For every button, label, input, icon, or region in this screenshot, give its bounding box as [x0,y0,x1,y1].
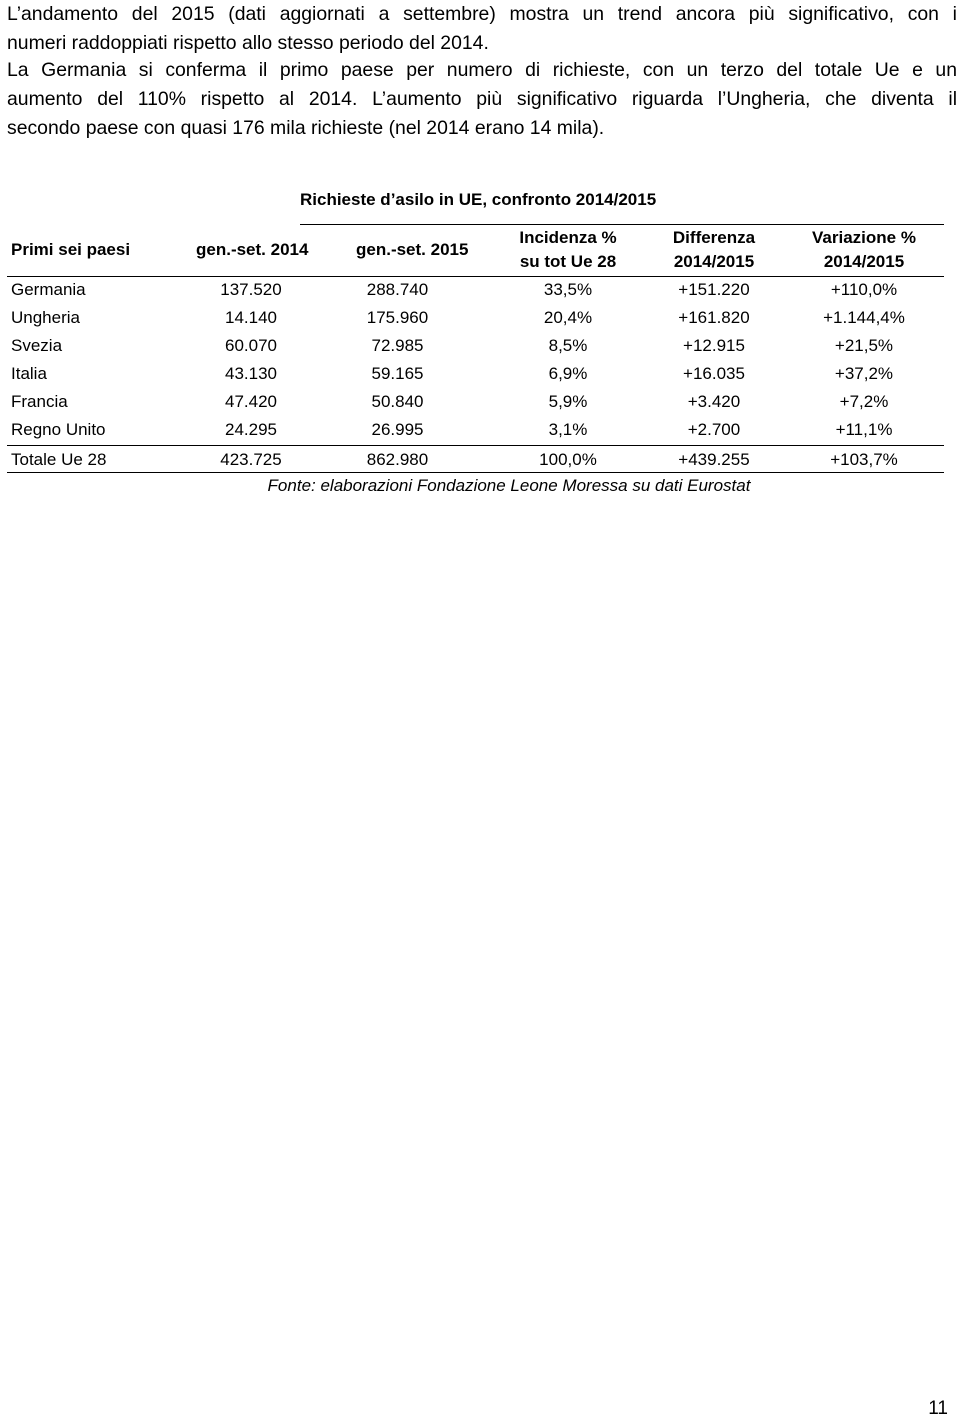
cell-2015: 50.840 [371,392,424,411]
cell-share: 5,9% [548,392,588,411]
cell-2015: 288.740 [366,280,429,299]
cell-country: Svezia [11,336,63,355]
cell-country: Totale Ue 28 [11,450,107,469]
header-share [512,226,624,274]
cell-var: +37,2% [834,364,894,383]
cell-2014: 24.295 [225,420,277,439]
header-2014: gen.-set. 2014 [196,240,309,259]
paragraph-trend-2015 [7,0,957,58]
paragraph-line: numeri raddoppiati rispetto allo stesso periodo del 2014. [7,32,489,54]
cell-2015: 26.995 [371,420,424,439]
cell-2014: 47.420 [225,392,277,411]
cell-var: +110,0% [830,280,898,299]
table-rule-bottom [7,472,944,473]
cell-country: Regno Unito [11,420,106,439]
header-var [800,226,928,274]
cell-2015: 72.985 [371,336,424,355]
paragraph-line: aumento del 110% rispetto al 2014. L’aumento più significativo riguarda l’Ungheria, che diventa il [7,88,957,110]
table-rule-header [7,276,944,277]
cell-2014: 423.725 [220,450,282,469]
cell-2014: 14.140 [225,308,277,327]
cell-diff: +439.255 [678,450,750,469]
cell-share: 3,1% [548,420,588,439]
cell-diff: +3.420 [687,392,741,411]
cell-var: +21,5% [834,336,894,355]
paragraph-line: secondo paese con quasi 176 mila richieste (nel 2014 erano 14 mila). [7,117,605,139]
cell-2015: 59.165 [371,364,424,383]
paragraph-germany-hungary [7,56,957,143]
cell-share: 33,5% [543,280,593,299]
cell-diff: +16.035 [683,364,745,383]
table-title: Richieste d’asilo in UE, confronto 2014/2015 [300,190,657,209]
cell-2014: 60.070 [225,336,277,355]
cell-country: Germania [11,280,86,299]
cell-diff: +2.700 [687,420,741,439]
cell-diff: +151.220 [678,280,750,299]
cell-var: +103,7% [830,450,898,469]
cell-share: 8,5% [548,336,588,355]
cell-2014: 137.520 [220,280,282,299]
cell-2015: 175.960 [366,308,429,327]
cell-2015: 862.980 [366,450,429,469]
cell-country: Ungheria [11,308,80,327]
header-share-line1: Incidenza % [519,228,617,247]
cell-country: Italia [11,364,47,383]
cell-2014: 43.130 [225,364,277,383]
header-share-line2: su tot Ue 28 [519,252,617,271]
cell-var: +11,1% [835,420,893,439]
header-diff [663,226,765,274]
cell-var: +7,2% [839,392,889,411]
cell-var: +1.144,4% [823,308,905,327]
header-var-line1: Variazione % [812,228,916,247]
cell-diff: +161.820 [678,308,750,327]
header-diff-line1: Differenza [672,228,756,247]
cell-share: 20,4% [543,308,593,327]
cell-share: 100,0% [539,450,597,469]
header-var-line2: 2014/2015 [823,252,905,271]
cell-diff: +12.915 [683,336,745,355]
header-diff-line2: 2014/2015 [673,252,755,271]
paragraph-line: La Germania si conferma il primo paese per numero di richieste, con un terzo del totale Ue e un [7,59,957,81]
table-rule-top [300,224,944,225]
cell-share: 6,9% [548,364,588,383]
table-rule-total-top [7,445,944,446]
cell-country: Francia [11,392,68,411]
table-source-note: Fonte: elaborazioni Fondazione Leone Moressa su dati Eurostat [267,476,751,495]
paragraph-line: L’andamento del 2015 (dati aggiornati a settembre) mostra un trend ancora più significativo, con i [7,3,957,25]
header-country: Primi sei paesi [11,240,131,259]
page-number: 11 [928,1398,948,1419]
header-2015: gen.-set. 2015 [356,240,469,259]
